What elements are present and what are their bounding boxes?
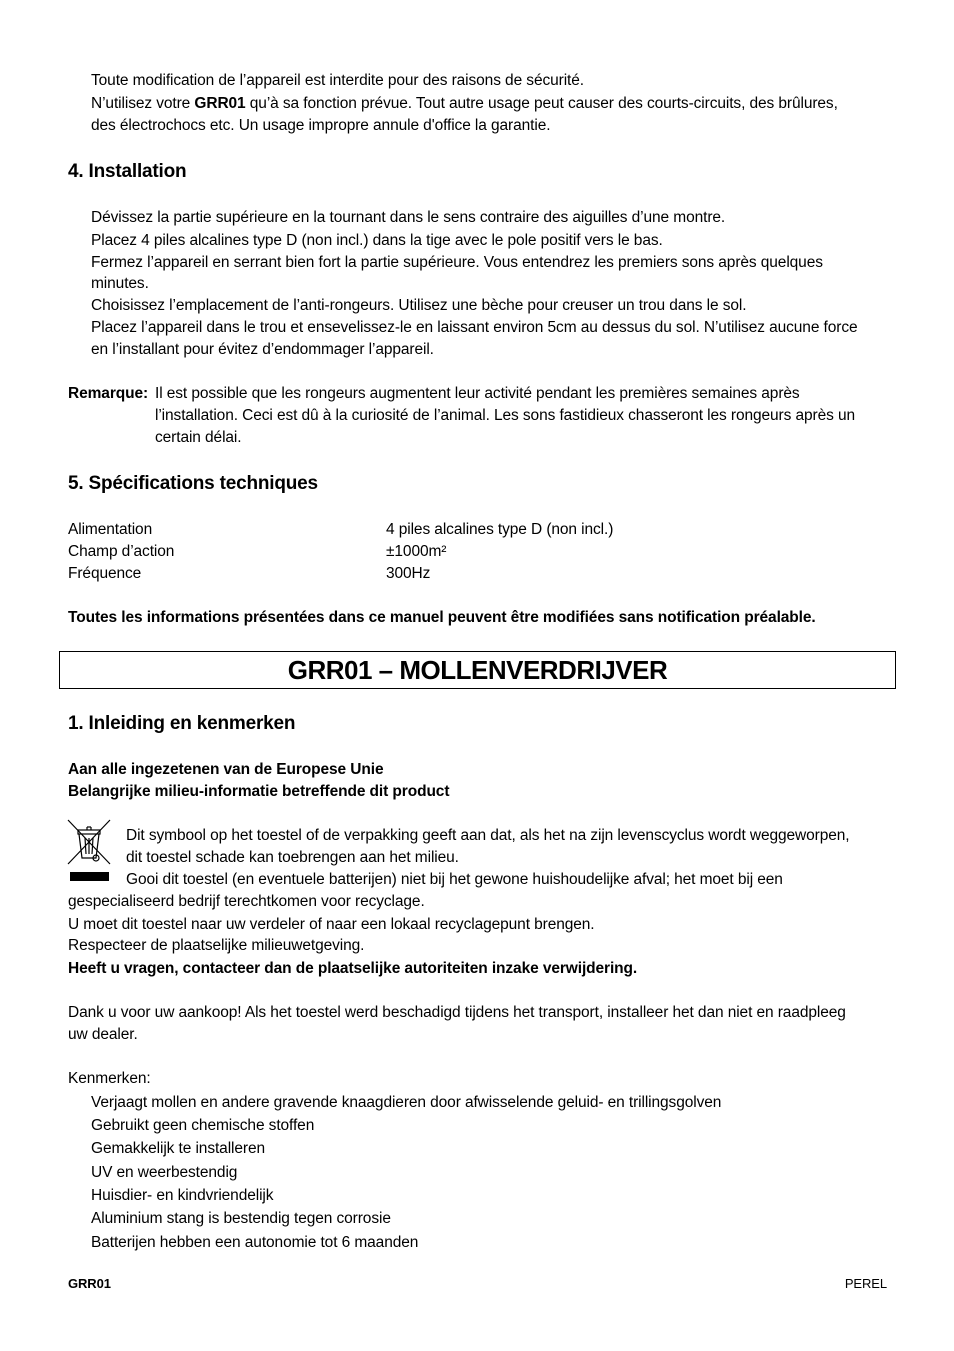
weee-line: gespecialiseerd bedrijf terechtkomen voor recyclage.	[68, 893, 425, 910]
thanks-line: uw dealer.	[68, 1026, 138, 1043]
installation-line: Placez l’appareil dans le trou et ensevelissez-le en laissant environ 5cm au dessus du sol. N’utilisez aucune force	[91, 319, 858, 336]
footer-model: GRR01	[68, 1276, 111, 1291]
spec-value: 4 piles alcalines type D (non incl.)	[386, 521, 614, 538]
spec-value: 300Hz	[386, 565, 431, 582]
feature-item: Aluminium stang is bestendig tegen corrosie	[91, 1210, 391, 1227]
specs-heading: 5. Spécifications techniques	[68, 473, 318, 494]
eu-residents-line: Aan alle ingezetenen van de Europese Unie	[68, 761, 384, 778]
feature-item: UV en weerbestendig	[91, 1164, 238, 1181]
features-label: Kenmerken:	[68, 1070, 151, 1087]
section-title-box	[59, 651, 896, 689]
footer-brand: PEREL	[844, 1276, 887, 1291]
spec-label: Alimentation	[68, 521, 153, 538]
specs-notice: Toutes les informations présentées dans ce manuel peuvent être modifiées sans notification préalable.	[68, 609, 816, 626]
weee-line: U moet dit toestel naar uw verdeler of naar een lokaal recyclagepunt brengen.	[68, 916, 595, 933]
environment-info-line: Belangrijke milieu-informatie betreffende dit product	[68, 783, 450, 800]
feature-item: Huisdier- en kindvriendelijk	[91, 1187, 274, 1204]
remark-label: Remarque:	[68, 385, 149, 402]
intro-line-2-post: qu’à sa fonction prévue. Tout autre usage peut causer des courts-circuits, des brûlures,	[245, 95, 838, 112]
feature-item: Gemakkelijk te installeren	[91, 1140, 266, 1157]
remark-line: certain délai.	[155, 429, 242, 446]
intro-line-2	[91, 95, 838, 113]
feature-item: Gebruikt geen chemische stoffen	[91, 1117, 315, 1134]
contact-authorities-line: Heeft u vragen, contacteer dan de plaatselijke autoriteiten inzake verwijdering.	[68, 960, 638, 977]
intro-line-2-pre: N’utilisez votre	[91, 95, 195, 112]
remark-line: Il est possible que les rongeurs augmentent leur activité pendant les premières semaines après	[155, 385, 800, 402]
weee-line: dit toestel schade kan toebrengen aan het milieu.	[126, 849, 459, 866]
installation-line: Placez 4 piles alcalines type D (non incl.) dans la tige avec le pole positif vers le bas.	[91, 232, 663, 249]
spec-label: Fréquence	[68, 565, 142, 582]
feature-item: Batterijen hebben een autonomie tot 6 maanden	[91, 1234, 419, 1251]
installation-line: minutes.	[91, 275, 149, 292]
installation-line: en l’installant pour évitez d’endommager l’appareil.	[91, 341, 434, 358]
weee-bin-icon	[66, 818, 112, 866]
intro-line-1: Toute modification de l’appareil est interdite pour des raisons de sécurité.	[91, 72, 584, 89]
installation-line: Fermez l’appareil en serrant bien fort la partie supérieure. Vous entendrez les premiers sons après quelques	[91, 254, 823, 271]
spec-label: Champ d’action	[68, 543, 175, 560]
remark-line: l’installation. Ceci est dû à la curiosité de l’animal. Les sons fastidieux chasseront les rongeurs après un	[155, 407, 855, 424]
intro-model-name: GRR01	[194, 95, 246, 112]
spec-value: ±1000m²	[386, 543, 447, 560]
weee-line: Respecteer de plaatselijke milieuwetgeving.	[68, 937, 365, 954]
intro-line-3: des électrochocs etc. Un usage impropre annule d'office la garantie.	[91, 117, 551, 134]
installation-line: Dévissez la partie supérieure en la tournant dans le sens contraire des aiguilles d’une montre.	[91, 209, 726, 226]
installation-line: Choisissez l’emplacement de l’anti-rongeurs. Utilisez une bèche pour creuser un trou dans le sol.	[91, 297, 747, 314]
nl-title: GRR01 – MOLLENVERDRIJVER	[287, 655, 668, 685]
installation-heading: 4. Installation	[68, 161, 187, 182]
weee-bar	[70, 872, 109, 881]
nl-intro-heading: 1. Inleiding en kenmerken	[68, 713, 296, 734]
weee-line: Gooi dit toestel (en eventuele batterijen) niet bij het gewone huishoudelijke afval; het moet bij een	[126, 871, 783, 888]
thanks-line: Dank u voor uw aankoop! Als het toestel werd beschadigd tijdens het transport, installeer het dan niet en raadpleeg	[68, 1004, 846, 1021]
feature-item: Verjaagt mollen en andere gravende knaagdieren door afwisselende geluid- en trillingsgolven	[91, 1094, 722, 1111]
weee-line: Dit symbool op het toestel of de verpakking geeft aan dat, als het na zijn levenscyclus wordt weggeworpen,	[126, 827, 850, 844]
